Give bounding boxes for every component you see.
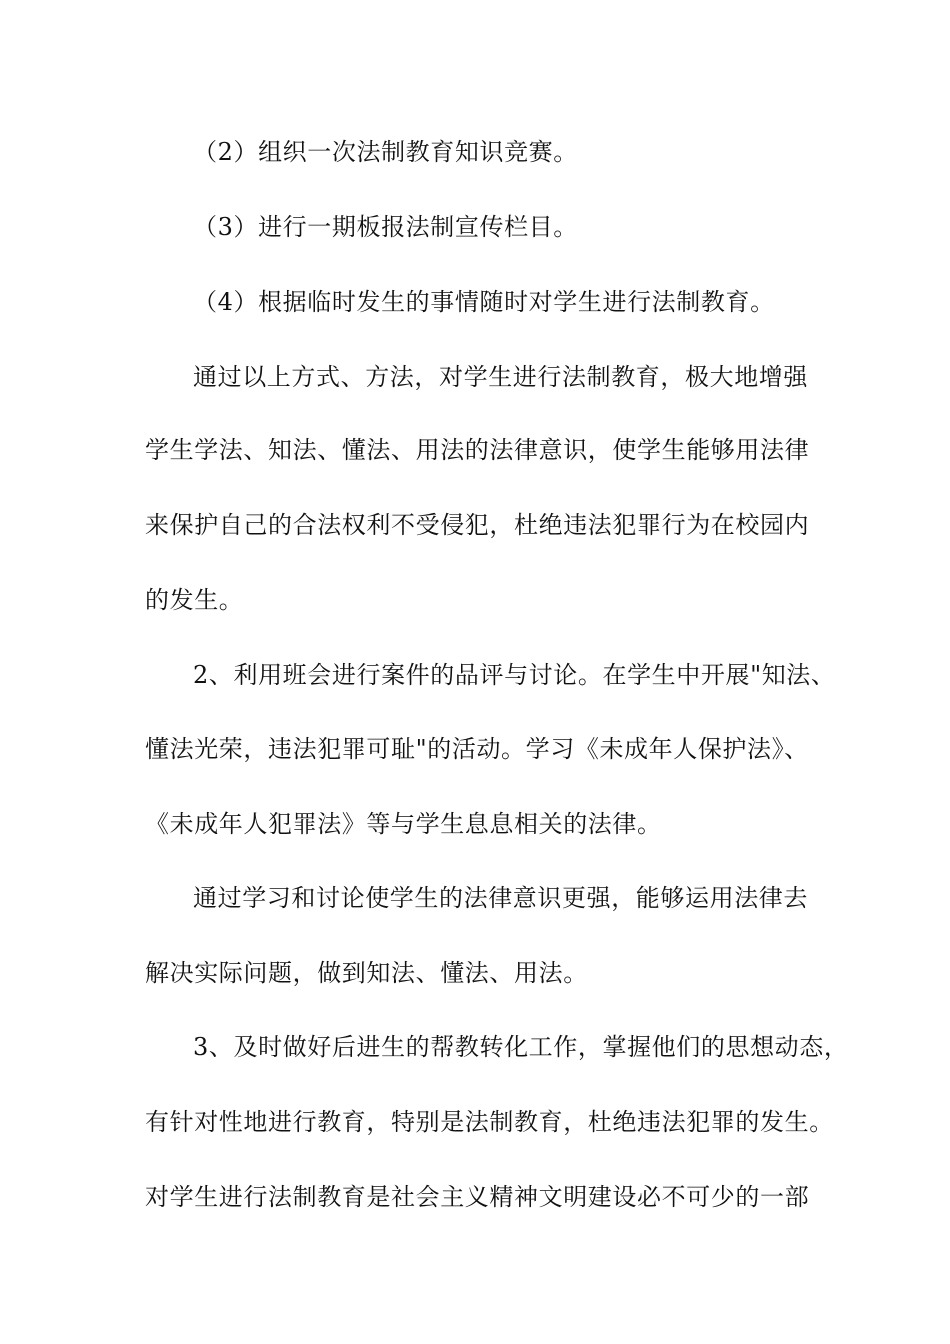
list-item-2: （2）组织一次法制教育知识竞赛。 (193, 138, 578, 166)
paragraph-line: 《未成年人犯罪法》等与学生息息相关的法律。 (145, 810, 662, 838)
paragraph-line: 学生学法、知法、懂法、用法的法律意识，使学生能够用法律 (145, 436, 810, 464)
paragraph-line: 解决实际问题，做到知法、懂法、用法。 (145, 959, 588, 987)
paragraph-line: 懂法光荣，违法犯罪可耻"的活动。学习《未成年人保护法》、 (145, 735, 809, 763)
paragraph-line: 2、利用班会进行案件的品评与讨论。在学生中开展"知法、 (193, 661, 836, 689)
paragraph-line: 对学生进行法制教育是社会主义精神文明建设必不可少的一部 (145, 1183, 810, 1211)
paragraph-line: 来保护自己的合法权利不受侵犯，杜绝违法犯罪行为在校园内 (145, 511, 810, 539)
paragraph-line: 通过以上方式、方法，对学生进行法制教育，极大地增强 (193, 363, 808, 391)
paragraph-line: 有针对性地进行教育，特别是法制教育，杜绝违法犯罪的发生。 (145, 1108, 834, 1136)
paragraph-line: 3、及时做好后进生的帮教转化工作，掌握他们的思想动态， (193, 1033, 849, 1061)
list-item-4: （4）根据临时发生的事情随时对学生进行法制教育。 (193, 288, 775, 316)
list-item-3: （3）进行一期板报法制宣传栏目。 (193, 213, 578, 241)
paragraph-line: 通过学习和讨论使学生的法律意识更强，能够运用法律去 (193, 884, 808, 912)
paragraph-line: 的发生。 (145, 586, 244, 614)
